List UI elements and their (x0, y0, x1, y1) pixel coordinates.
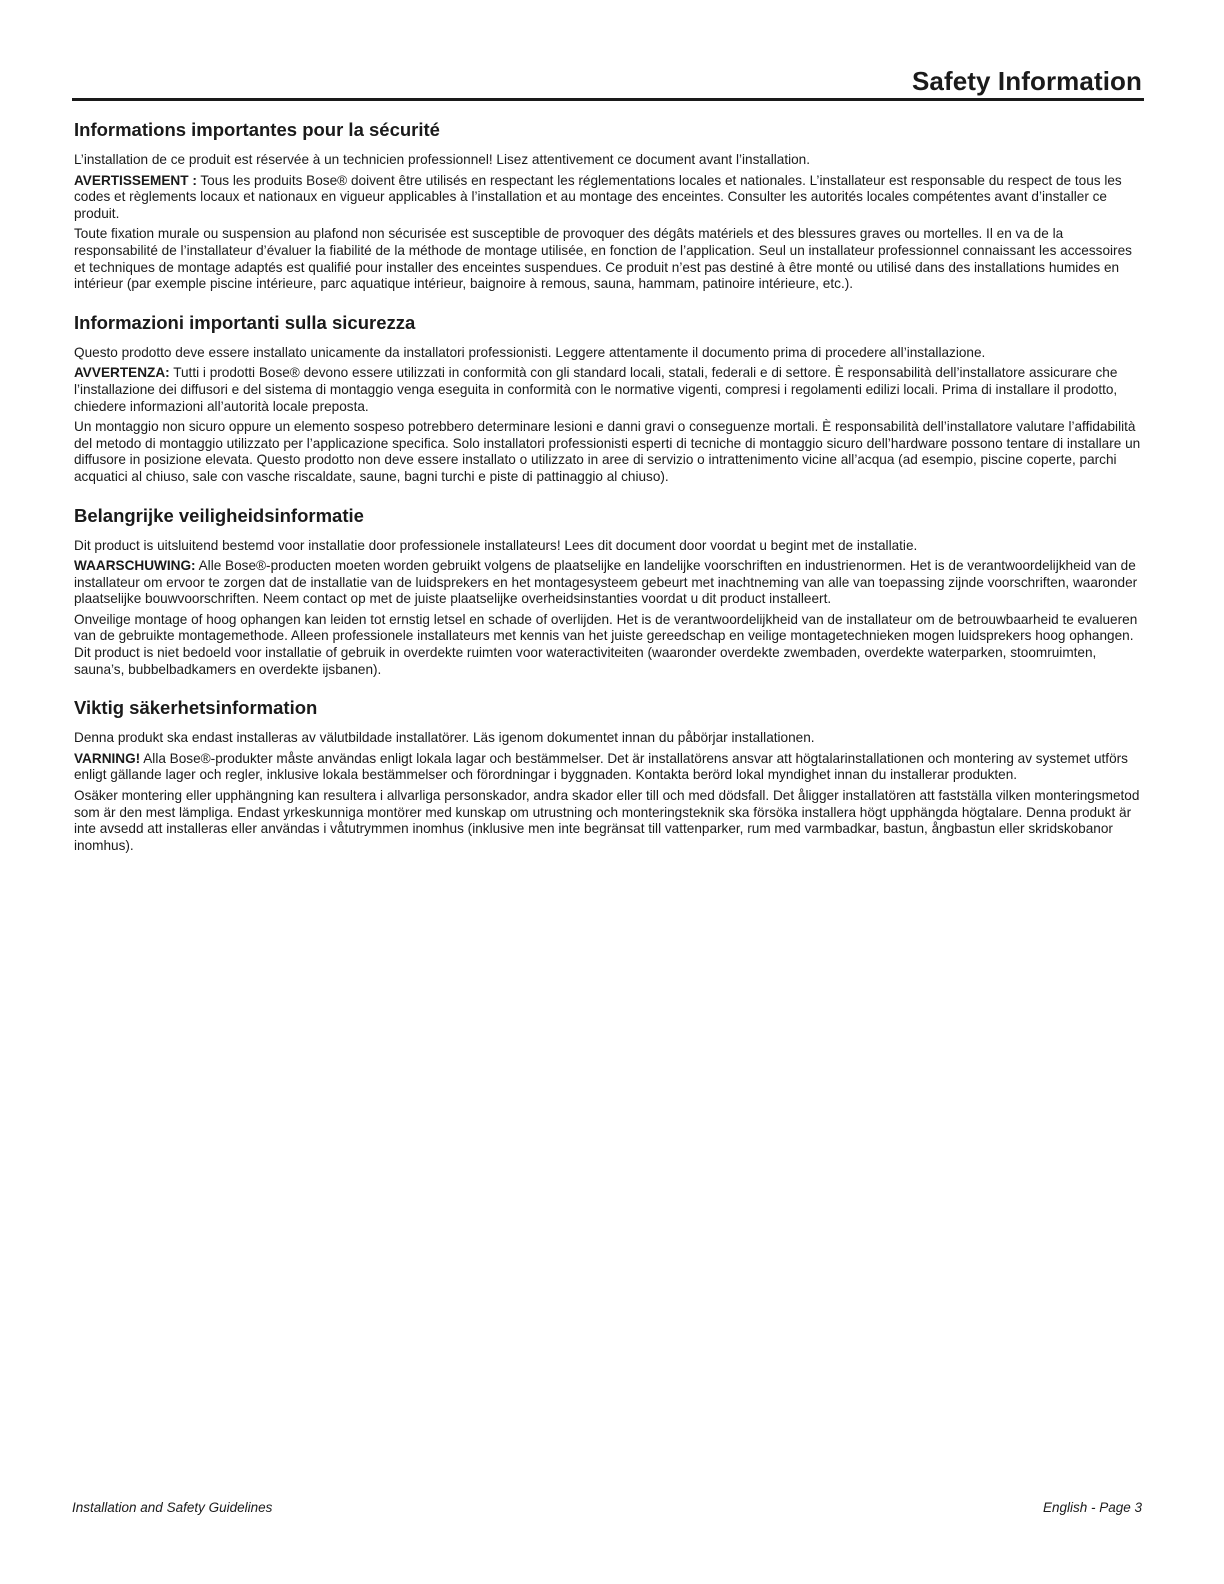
warning-label: AVERTISSEMENT : (74, 172, 197, 188)
warning-text: Tous les produits Bose® doivent être utilisés en respectant les réglementations locales et nationales. L’installateur est responsable du respect de tous les codes et règlements locaux et nationaux en vigueur applicables à l’installation et au montage des enceintes. Consulter les autorités locales compétentes avant d’installer ce produit. (74, 172, 1122, 221)
section-heading: Informations importantes pour la sécurité (74, 119, 440, 140)
warning-paragraph (74, 751, 1144, 784)
section-heading: Informazioni importanti sulla sicurezza (74, 311, 416, 333)
mounting-paragraph: Toute fixation murale ou suspension au plafond non sécurisée est susceptible de provoquer des dégâts matériels et des blessures graves ou mortelles. Il en va de la responsabilité de l’installateur d’évaluer la fiabilité de la méthode de montage utilisée, en fonction de l’application. Seul un installateur professionnel connaissant les accessoires et techniques de montage adaptés est qualifié pour installer des enceintes suspendues. Ce produit n’est pas destiné à être monté ou utilisé dans des installations humides en intérieur (par exemple piscine intérieure, parc aquatique intérieur, baignoire à remous, sauna, hammam, patinoire intérieure, etc.). (74, 226, 1132, 292)
footer-document-title: Installation and Safety Guidelines (72, 1500, 273, 1515)
section-heading: Belangrijke veiligheidsinformatie (74, 504, 364, 526)
intro-paragraph: L’installation de ce produit est réservée à un technicien professionnel! Lisez attentivement ce document avant l’installation. (74, 152, 811, 167)
mounting-paragraph: Un montaggio non sicuro oppure un elemento sospeso potrebbero determinare lesioni e danni gravi o conseguenze mortali. È responsabilità dell’installatore valutare l’affidabilità del metodo di montaggio utilizzato per l’applicazione specifica. Solo installatori professionisti esperti di tecniche di montaggio sicuro dell’hardware possono tentare di installare un diffusore in posizione elevata. Questo prodotto non deve essere installato o utilizzato in aree di servizio o intrattenimento vicine all’acqua (ad esempio, piscine coperte, parchi acquatici al chiuso, sale con vasche riscaldate, saune, bagni turchi e piste di pattinaggio al chiuso). (74, 419, 1141, 484)
intro-paragraph: Questo prodotto deve essere installato unicamente da installatori professionisti. Leggere attentamente il documento prima di procedere all’installazione. (74, 344, 986, 360)
page-title: Safety Information (911, 66, 1142, 96)
page-header (72, 62, 1144, 102)
warning-paragraph (74, 558, 1144, 608)
intro-paragraph: Dit product is uitsluitend bestemd voor installatie door professionele installateurs! Lees dit document door voordat u begint met de installatie. (74, 537, 918, 553)
section-french-safety (74, 118, 1144, 293)
warning-label: WAARSCHUWING: (74, 558, 196, 574)
warning-label: VARNING! (74, 750, 141, 766)
warning-text: Alla Bose®-produkter måste användas enligt lokala lagar och bestämmelser. Det är installatörens ansvar att högtalarinstallationen och montering av systemet utförs enligt gällande lager och regler, inklusive lokala bestämmelser och förordningar i byggnaden. Kontakta berörd lokal myndighet innan du installerar produkten. (74, 750, 1128, 783)
section-heading: Viktig säkerhetsinformation (74, 697, 318, 719)
mounting-paragraph: Osäker montering eller upphängning kan resultera i allvarliga personskador, andra skador eller till och med dödsfall. Det åligger installatören att fastställa vilken monteringsmetod som är den mest lämpliga. Endast yrkeskunniga montörer med kunskap om utrustning och monteringsteknik ska försöka installera högt upphängda högtalare. Denna produkt är inte avsedd att installeras eller användas i våtutrymmen inomhus (inklusive men inte begränsat till vattenparker, rum med varmbadkar, bastun, ångbastun eller skridskobanor inomhus). (74, 788, 1140, 853)
header-rule (72, 98, 1144, 101)
section-dutch-safety (74, 504, 1144, 679)
section-italian-safety (74, 311, 1144, 486)
warning-text: Alle Bose®-producten moeten worden gebruikt volgens de plaatselijke en landelijke voorschriften en industrienormen. Het is de verantwoordelijkheid van de installateur om ervoor te zorgen dat de installatie van de luidsprekers en het montagesysteem gebeurt met inachtneming van alle van toepassing zijnde voorschriften, waaronder plaatselijke bouwvoorschriften. Neem contact op met de juiste plaatselijke overheidsinstanties voordat u dit product installeert. (74, 558, 1138, 607)
warning-paragraph (74, 365, 1144, 415)
document-body (74, 112, 1144, 858)
warning-text: Tutti i prodotti Bose® devono essere utilizzati in conformità con gli standard locali, statali, federali e di settore. È responsabilità dell’installatore assicurare che l’installazione dei diffusori e del sistema di montaggio venga eseguita in conformità con le normative vigenti, compresi i regolamenti edilizi locali. Prima di installare il prodotto, chiedere informazioni all’autorità locale preposta. (74, 365, 1118, 414)
footer-page-number: English - Page 3 (1042, 1500, 1142, 1515)
warning-label: AVVERTENZA: (74, 365, 170, 381)
mounting-paragraph: Onveilige montage of hoog ophangen kan leiden tot ernstig letsel en schade of overlijden. Het is de verantwoordelijkheid van de installateur om de betrouwbaarheid te evalueren van de gebruikte montagemethode. Alleen professionele installateurs met kennis van het juiste gereedschap en veilige montagetechnieken mogen luidsprekers hoog ophangen. Dit product is niet bedoeld voor installatie of gebruik in overdekte ruimten voor wateractiviteiten (waaronder overdekte zwembaden, overdekte waterparken, stoomruimten, sauna’s, bubbelbadkamers en overdekte ijsbanen). (74, 611, 1138, 677)
page-footer (72, 1500, 1144, 1520)
warning-paragraph (74, 173, 1144, 223)
intro-paragraph: Denna produkt ska endast installeras av välutbildade installatörer. Läs igenom dokumentet innan du påbörjar installationen. (74, 730, 815, 746)
section-swedish-safety (74, 696, 1144, 854)
